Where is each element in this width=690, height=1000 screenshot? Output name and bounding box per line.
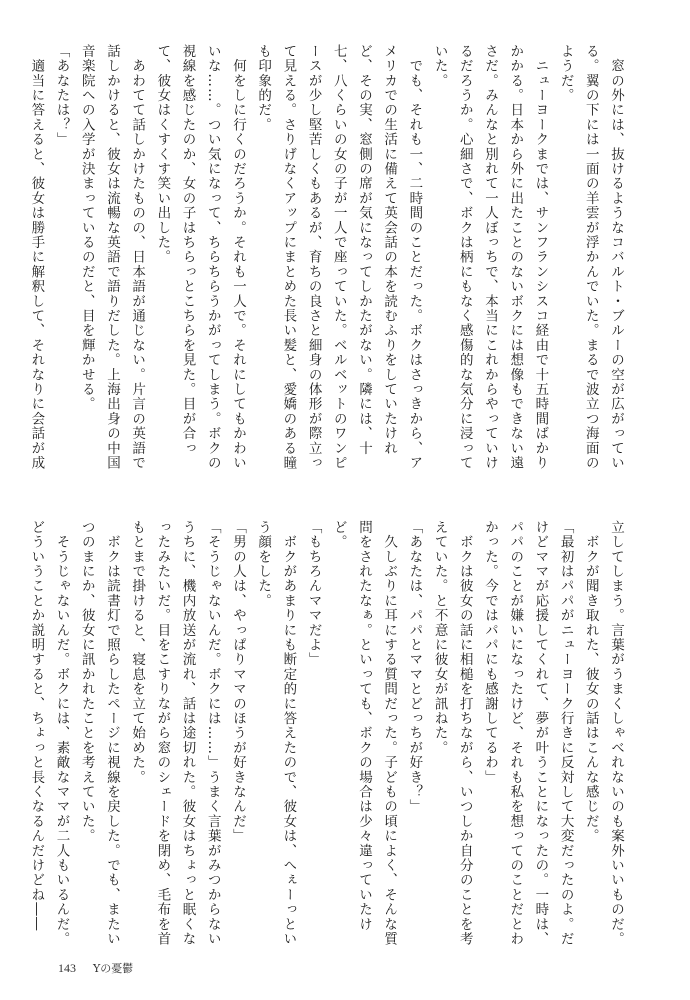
text-line: ど。 bbox=[330, 520, 347, 550]
text-line: 久しぶりに耳にする質問だった。子どもの頃によく、そんな質 bbox=[381, 520, 398, 947]
text-line: 視線を感じたのか、女の子はちらっとこちらを見た。目が合っ bbox=[179, 44, 196, 456]
text-line: 問をされたなぁ。といっても、ボクの場合は少々違っていたけ bbox=[355, 520, 372, 932]
text-line: 「男の人は、やっぱりママのほうが好きなんだ」 bbox=[229, 520, 246, 844]
text-line: る。翼の下には一面の羊雲が浮かんでいた。まるで波立つ海面の bbox=[582, 44, 599, 471]
text-line: ースが少し堅苦しくもあるが、育ちの良さと細身の体形が際立っ bbox=[305, 44, 322, 471]
text-line: 話しかけると、彼女は流暢な英語で語りだした。上海出身の中国 bbox=[103, 44, 120, 471]
text-line: いた。 bbox=[431, 44, 448, 89]
text-line: どういうことか説明すると、ちょっと長くなるんだけどね―― bbox=[28, 520, 45, 932]
text-line: メリカでの生活に備えて英会話の本を読むふりをしていたけれ bbox=[381, 44, 398, 456]
text-line: えていた。と不意に彼女が訊ねた。 bbox=[431, 520, 448, 756]
text-line: て見える。さりげなくアップにまとめた長い髪と、愛嬌のある瞳 bbox=[280, 44, 297, 471]
text-line: ボクは彼女の話に相槌を打ちながら、いつしか自分のことを考 bbox=[456, 520, 473, 947]
text-line: ボクが聞き取れた、彼女の話はこんな感じだ。 bbox=[582, 520, 599, 844]
text-line: 「あなたは、パパとママとどっちが好き？」 bbox=[406, 520, 423, 814]
text-line: いな……。つい気になって、ちらちらうかがってしまう。ボクの bbox=[204, 44, 221, 471]
text-line: けどママが応援してくれて、夢が叶うことになったの。一時は、 bbox=[532, 520, 549, 947]
text-line: 「そうじゃないんだ。ボクには……」うまく言葉がみつからない bbox=[204, 520, 221, 947]
text-line: 「あなたは？」 bbox=[53, 44, 70, 147]
text-line: かかる。日本から外に出たことのないボクには想像もできない遠 bbox=[507, 44, 524, 471]
text-line: 何をしに行くのだろうか。それも一人で。それにしてもかわい bbox=[229, 44, 246, 471]
text-line: ど、その実、窓側の席が気になってしかたがない。隣には、十 bbox=[355, 44, 372, 456]
text-line: さだ。みんなと別れて一人ぼっちで、本当にこれからやっていけ bbox=[481, 44, 498, 471]
text-line: るだろうか。心細さで、ボクは柄にもなく感傷的な気分に浸って bbox=[456, 44, 473, 471]
text-line: 窓の外には、抜けるようなコバルト・ブルーの空が広がってい bbox=[608, 44, 624, 471]
text-line: もとまで掛けると、寝息を立て始めた。 bbox=[129, 520, 146, 785]
page-footer bbox=[58, 960, 133, 976]
text-line: あわてて話しかけたものの、日本語が通じない。片言の英語で bbox=[129, 44, 146, 471]
text-line: も印象的だ。 bbox=[255, 44, 272, 133]
text-line: 七、八くらいの女の子が一人で座っていた。ベルベットのワンピ bbox=[330, 44, 347, 471]
text-line: 「最初はパパがニューヨーク行きに反対して大変だったのよ。だ bbox=[557, 520, 574, 947]
text-line: でも、それも一、二時間のことだった。ボクはさっきから、ア bbox=[406, 44, 423, 471]
text-line: かった。今ではパパにも感謝してるわ」 bbox=[481, 520, 498, 785]
text-line: 適当に答えると、彼女は勝手に解釈して、それなりに会話が成 bbox=[28, 44, 45, 471]
text-line: そうじゃないんだ。ボクには、素敵なママが二人もいるんだ。 bbox=[53, 520, 70, 947]
text-line: ボクは読書灯で照らしたページに視線を戻した。でも、またい bbox=[103, 520, 120, 947]
upper-text-block bbox=[28, 44, 628, 482]
page-number: 143 bbox=[58, 961, 76, 975]
lower-text-block bbox=[28, 520, 628, 956]
text-line: うちに、機内放送が流れ、話は途切れた。彼女はちょっと眠くな bbox=[179, 520, 196, 947]
text-line: つのまにか、彼女に訊かれたことを考えていた。 bbox=[78, 520, 95, 844]
text-line: ようだ。 bbox=[557, 44, 574, 103]
text-line: パパのことが嫌いになったけど、それも私を想ってのことだとわ bbox=[507, 520, 524, 947]
text-line: ニューヨークまでは、サンフランシスコ経由で十五時間ばかり bbox=[532, 44, 549, 471]
text-line: 「もちろんママだよ」 bbox=[305, 520, 322, 667]
text-line: ったみたいだ。目をこすりながら窓のシェードを閉め、毛布を首 bbox=[154, 520, 171, 947]
text-line: ボクがあまりにも断定的に答えたので、彼女は、へぇーっとい bbox=[280, 520, 297, 947]
text-line: て、彼女はくすくす笑い出した。 bbox=[154, 44, 171, 265]
text-line: 音楽院への入学が決まっているのだと、目を輝かせる。 bbox=[78, 44, 95, 412]
text-line: う顔をした。 bbox=[255, 520, 272, 609]
text-line: 立してしまう。言葉がうまくしゃべれないのも案外いいものだ。 bbox=[608, 520, 624, 947]
running-title: Yの憂鬱 bbox=[93, 962, 134, 975]
